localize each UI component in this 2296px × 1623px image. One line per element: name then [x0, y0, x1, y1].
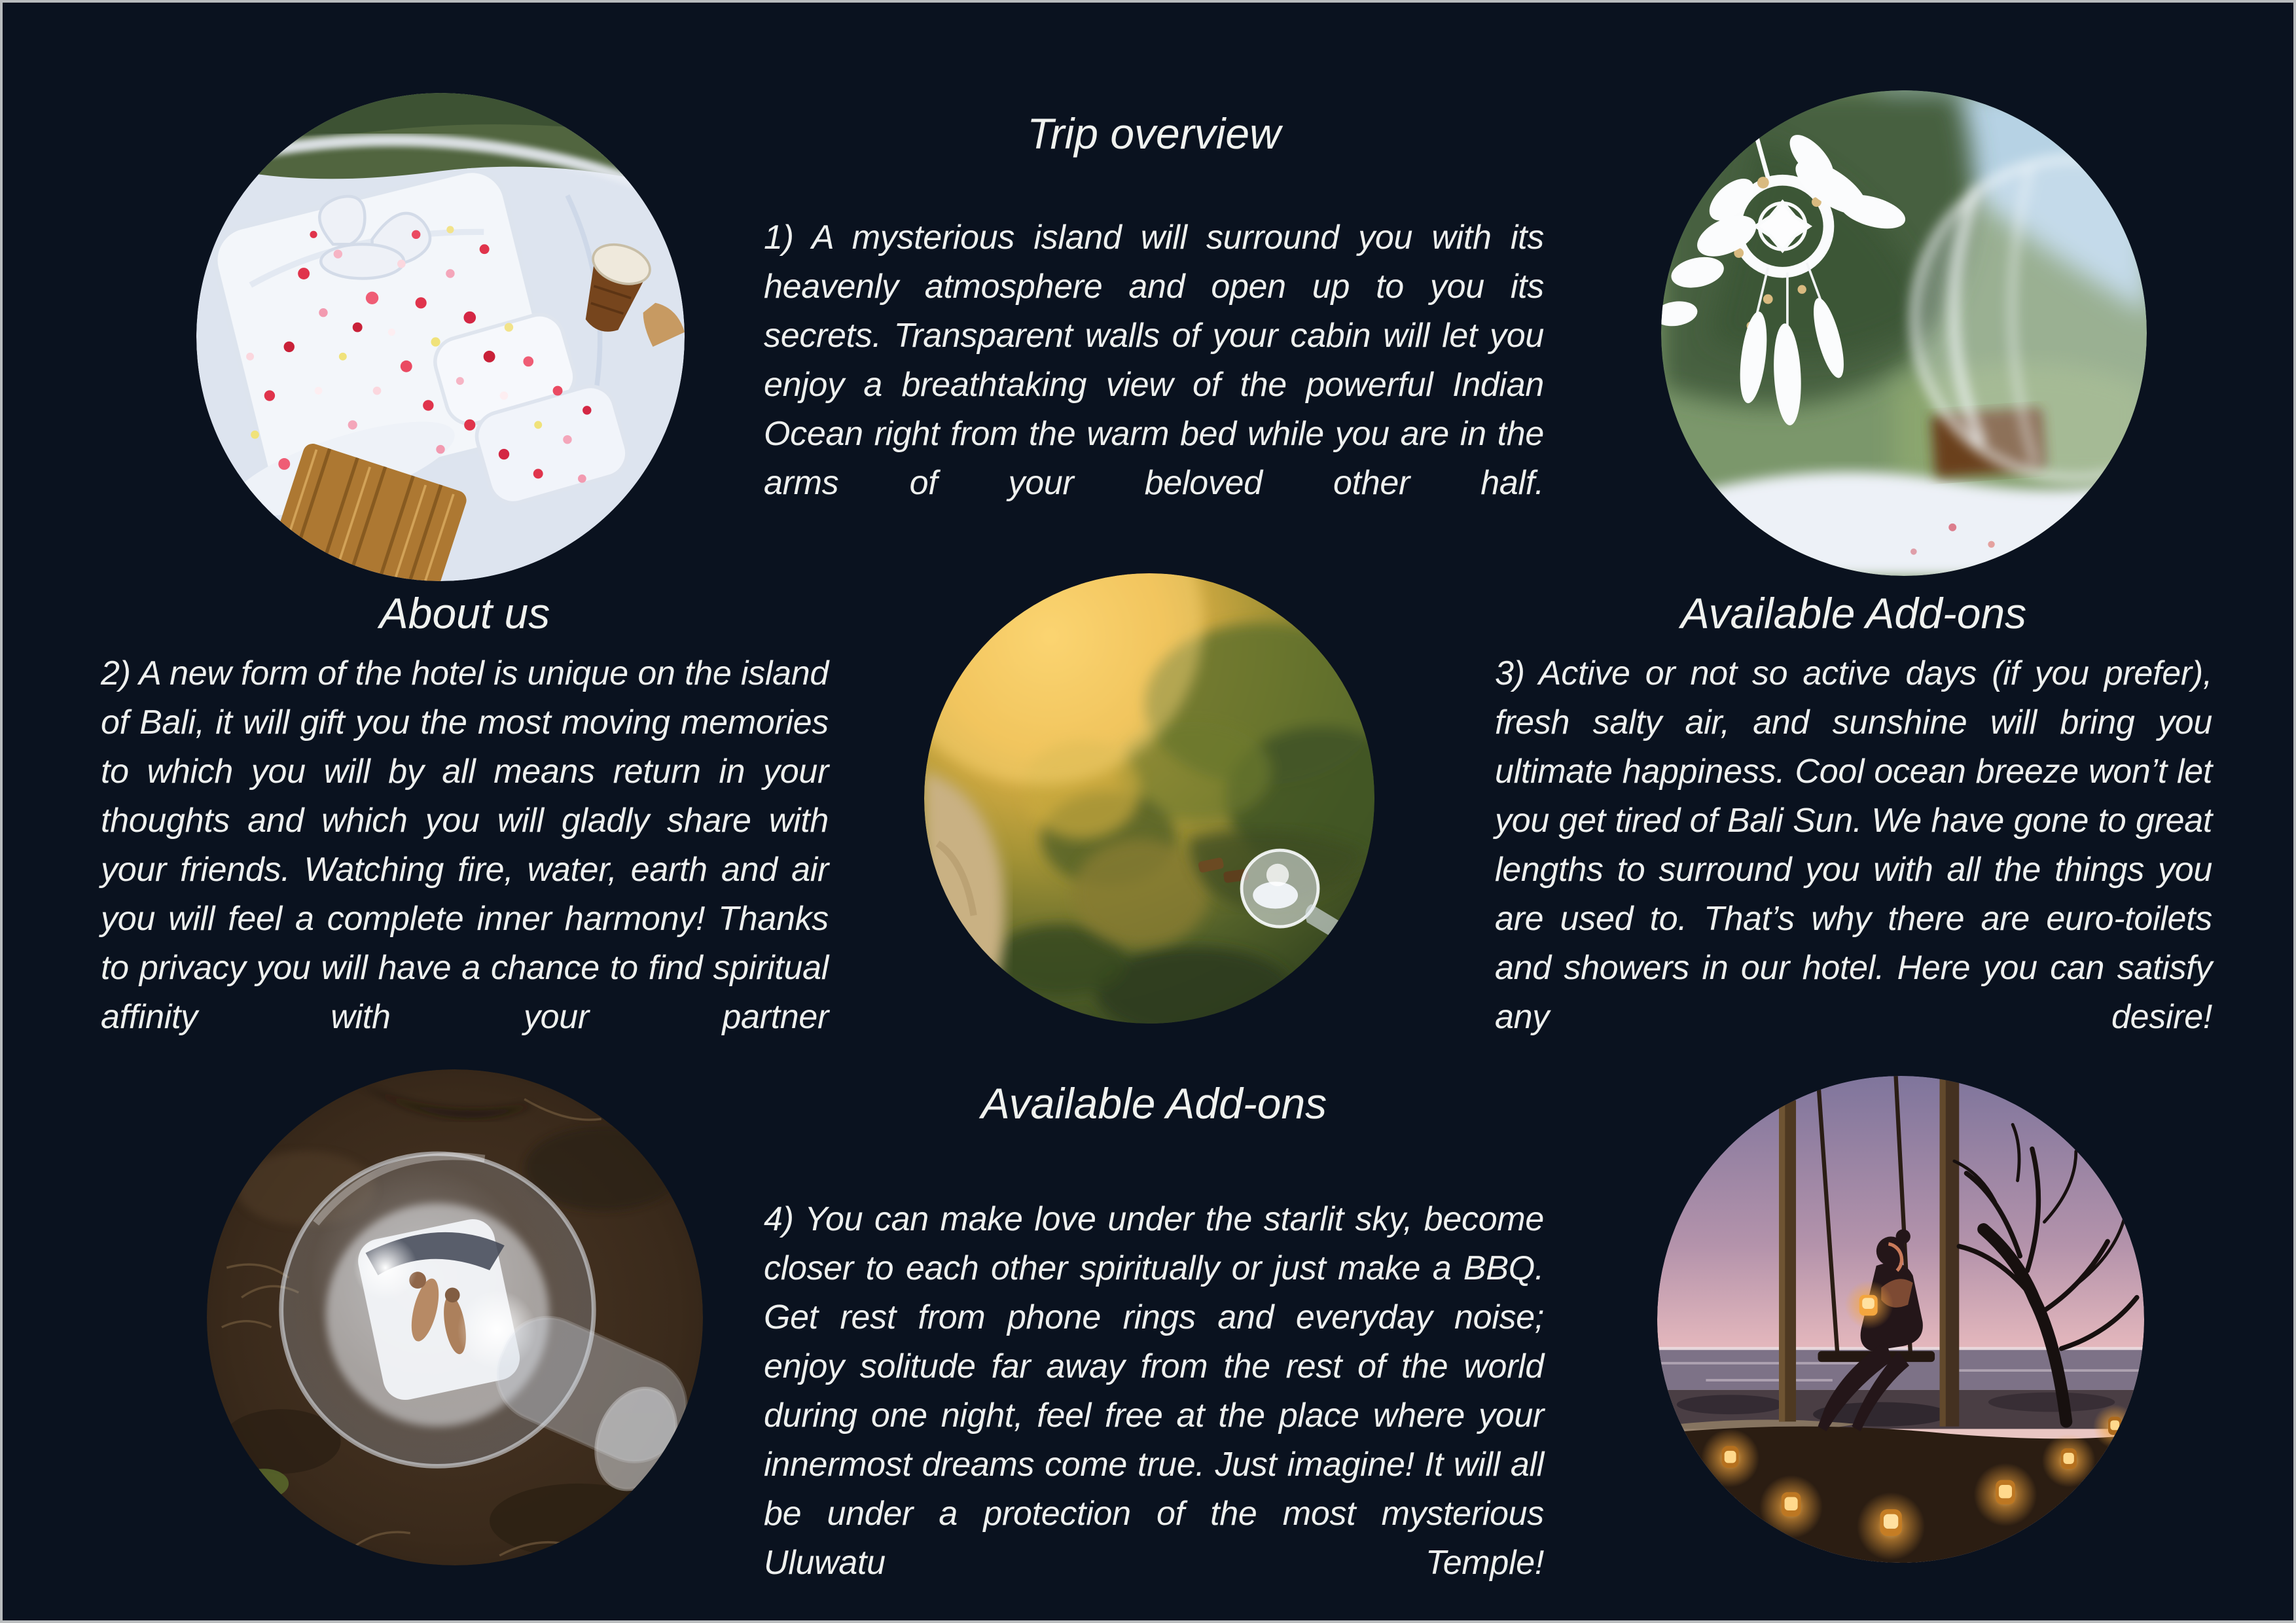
about-us-paragraph: 2) A new form of the hotel is unique on the island of Bali, it will gift you the most moving memories to which you will by all means return in your thoughts and which you will gladly share with your friends. Watching fire, water, earth and air you will feel a complete inner harmony! Thanks to privacy you will have a chance to find spiritual affinity with your partner	[101, 654, 829, 1036]
photo-bubble-night	[207, 1069, 703, 1565]
trip-overview-paragraph: 1) A mysterious island will surround you with its heavenly atmosphere and open up to you its secrets. Transparent walls of your cabin will let you enjoy a breathtaking view of the powerful Indian Ocean right from the warm bed while you are in the arms of your beloved other half.	[764, 219, 1544, 502]
available-addons-right-heading: Available Add-ons	[1680, 589, 2027, 637]
available-addons-bottom-heading: Available Add-ons	[980, 1079, 1327, 1128]
photo-bed-petals	[196, 93, 685, 581]
trip-overview-heading: Trip overview	[1027, 109, 1281, 158]
available-addons-right-paragraph: 3) Active or not so active days (if you prefer), fresh salty air, and sunshine will bring you ultimate happiness. Cool ocean breeze won’t let you get tired of Bali Sun. We have gone to great lengths to surround you with all the things you are used to. That’s why there are euro-toilets and showers in our hotel. Here you can satisfy any desire!	[1495, 654, 2212, 1036]
available-addons-bottom-paragraph: 4) You can make love under the starlit sky, become closer to each other spiritually or just make a BBQ. Get rest from phone rings and everyday noise; enjoy solitude far away from the rest of the world during one night, feel free at the place where your innermost dreams come true. Just imagine! It will all be under a protection of the most mysterious Uluwatu Temple!	[764, 1200, 1544, 1582]
photo-dreamcatcher	[1661, 90, 2147, 576]
about-us-heading: About us	[379, 589, 550, 637]
photo-forest-sunset	[924, 573, 1374, 1024]
photo-swing-sunset	[1657, 1076, 2144, 1563]
